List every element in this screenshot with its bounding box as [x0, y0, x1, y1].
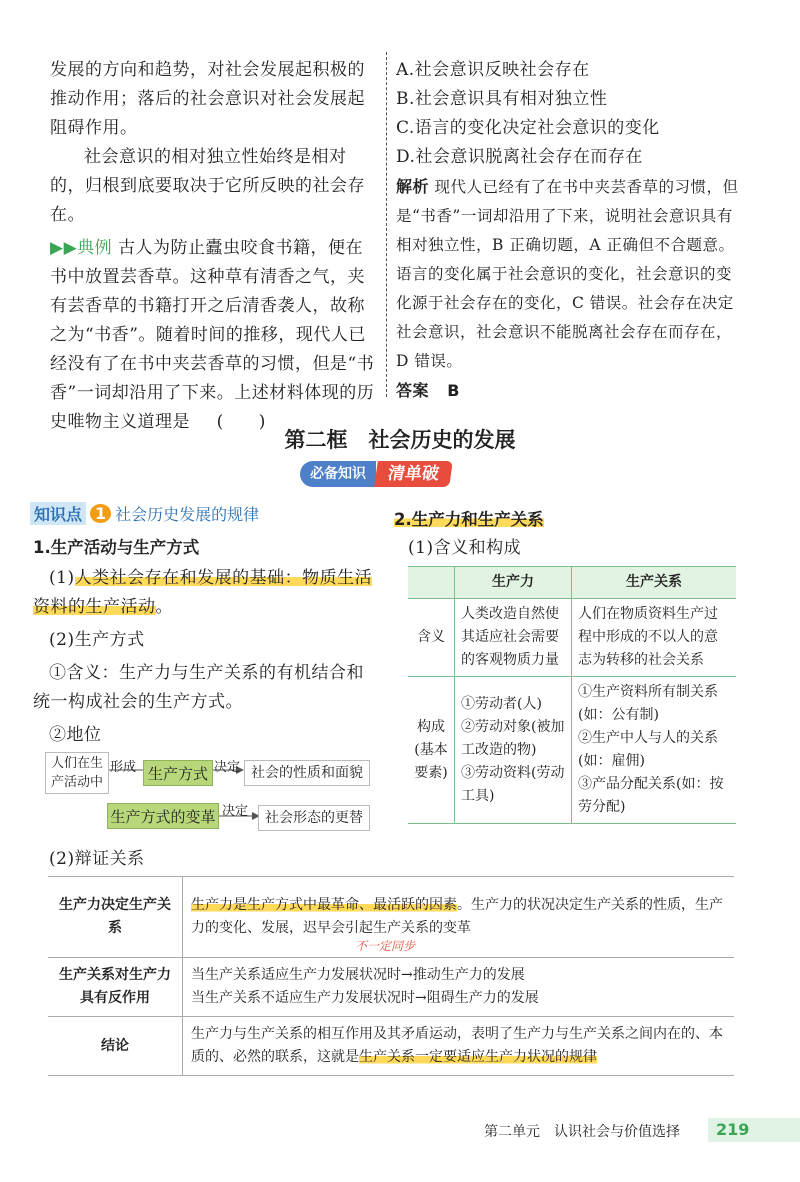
header-productivity: 生产力: [455, 567, 572, 599]
react-line: 当生产关系适应生产力发展状况时→推动生产力的发展: [191, 967, 525, 983]
comp1-item: ③劳动资料(劳动工具): [461, 764, 565, 804]
answer-label: 答案: [396, 381, 430, 400]
kp2-h1: [394, 506, 544, 530]
item1-suffix: 。: [155, 597, 173, 617]
option-b: B.社会意识具有相对独立性: [396, 89, 608, 109]
row-label-decide: 生产力决定生产关系: [48, 877, 183, 958]
cell-composition-1: [455, 677, 572, 824]
example-arrow-icon: ▶▶: [50, 238, 78, 258]
kp-title: 社会历史发展的规律: [115, 505, 260, 524]
comp1-item: ①劳动者(人): [461, 695, 542, 712]
item3-text: (2)辩证关系: [49, 849, 145, 869]
kp1-heading: [30, 502, 259, 525]
kp1-item2a: ①含义：生产力与生产关系的有机结合和统一构成社会的生产方式。: [33, 663, 364, 712]
row1-rest: 。生产力的状况决定生产关系的性质，生产力的变化、发展，迟早会引起生产关系的变革: [191, 897, 723, 936]
handwritten-note: 不一定同步: [355, 939, 416, 953]
row-label-meaning: 含义: [408, 599, 455, 677]
analysis-label: 解析: [396, 177, 430, 196]
column-divider: [386, 52, 387, 397]
conclusion-text: 生产力与生产关系的相互作用及其矛盾运动，表明了生产力与生产关系之间内在的、本质的、必然的联系，这就是: [191, 1026, 723, 1065]
banner-left: 必备知识: [300, 461, 376, 487]
item1-prefix: (1): [49, 568, 75, 588]
row-content-react: [183, 958, 735, 1017]
section-banner: [300, 461, 451, 487]
row-label-conclusion: 结论: [48, 1017, 183, 1076]
answer-paren: ( ): [216, 412, 266, 432]
page-number: 219: [716, 1120, 750, 1139]
table-header-row: [408, 567, 736, 599]
paragraph-1: 发展的方向和趋势，对社会发展起积极的推动作用；落后的社会意识对社会发展起阻碍作用。: [50, 60, 365, 138]
example-tag: 典例: [77, 238, 113, 258]
option-d: D.社会意识脱离社会存在而存在: [396, 147, 643, 167]
analysis: [396, 172, 740, 376]
comp1-item: ②劳动对象(被加工改造的物): [461, 718, 565, 758]
cell-meaning-1: 人类改造自然使其适应社会需要的客观物质力量: [455, 599, 572, 677]
banner-right: 清单破: [374, 461, 453, 487]
table-row: [408, 677, 736, 824]
right-column: [396, 56, 740, 405]
footer-unit: 第二单元 认识社会与价值选择: [484, 1124, 680, 1140]
answer-value: B: [447, 381, 460, 400]
row1-highlight: 生产力是生产方式中最革命、最活跃的因素: [191, 897, 457, 913]
table-row: [48, 958, 734, 1017]
kp2-sub: (1)含义和构成: [408, 538, 522, 558]
comp2-item: ③产品分配关系(如：按劳分配): [578, 776, 724, 815]
answer: [396, 376, 740, 405]
box-society-nature: 社会的性质和面貌: [244, 760, 370, 786]
label-decide-2: 决定: [222, 804, 249, 819]
section-title: 第二框 社会历史的发展: [284, 428, 516, 452]
comp2-item: ②生产中人与人的关系(如：雇佣): [578, 730, 718, 769]
conclusion-highlight: 生产关系一定要适应生产力状况的规律: [359, 1049, 597, 1065]
row-label-react: 生产关系对生产力具有反作用: [48, 958, 183, 1017]
cell-composition-2: [572, 677, 737, 824]
kp1-item2b: ②地位: [49, 725, 102, 745]
kp1-item2: (2)生产方式: [49, 630, 145, 650]
dialectic-table: [48, 876, 734, 1076]
box-social-form: 社会形态的更替: [258, 805, 370, 831]
kp1-item3: [49, 845, 145, 874]
table-row: [408, 599, 736, 677]
row-content-conclusion: [183, 1017, 735, 1076]
analysis-text: 现代人已经有了在书中夹芸香草的习惯，但是“书香”一词却沿用了下来，说明社会意识具有相对独立性，B 正确切题，A 正确但不合题意。语言的变化属于社会意识的变化，社会意识的变化源于社会存在的变化，C 错误。社会存在决定社会意识，社会意识不能脱离社会存在而存在，D 错误。: [396, 178, 739, 370]
header-relations: 生产关系: [572, 567, 737, 599]
kp1-item1: [33, 564, 378, 622]
comp2-item: ①生产资料所有制关系(如：公有制): [578, 684, 718, 723]
kp2-h1-text: 2.生产力和生产关系: [394, 510, 544, 529]
cell-meaning-2: 人们在物质资料生产过程中形成的不以人的意志为转移的社会关系: [572, 599, 737, 677]
item1-highlight: 人类社会存在和发展的基础：物质生活资料的生产活动: [33, 568, 373, 617]
row-content-decide: [183, 877, 735, 958]
table-row: [48, 1017, 734, 1076]
box-production-mode: 生产方式: [143, 760, 213, 786]
table-row: [48, 877, 734, 958]
composition-table: [408, 566, 736, 824]
box-mode-change: 生产方式的变革: [107, 803, 219, 829]
react-line: 当生产关系不适应生产力发展状况时→阻碍生产力的发展: [191, 990, 539, 1006]
box-production-activity: 人们在生产活动中: [45, 752, 109, 794]
row-label-composition: 构成(基本要素): [408, 677, 455, 824]
label-form: 形成: [110, 760, 137, 775]
kp-number: 1: [90, 504, 111, 523]
option-c: C.语言的变化决定社会意识的变化: [396, 118, 660, 138]
example-text: 古人为防止蠹虫咬食书籍，便在书中放置芸香草。这种草有清香之气，夹有芸香草的书籍打开之后清香袭人，故称之为“书香”。随着时间的推移，现代人已经没有了在书中夹芸香草的习惯，但是“书香”一词却沿用了下来。上述材料体现的历史唯物主义道理是: [50, 238, 375, 432]
example-block: [50, 234, 376, 437]
label-decide-1: 决定: [214, 760, 241, 775]
paragraph-2: 社会意识的相对独立性始终是相对的，归根到底要取决于它所反映的社会存在。: [50, 147, 365, 225]
option-a: A.社会意识反映社会存在: [396, 60, 590, 80]
kp-tag: 知识点: [30, 502, 86, 525]
kp1-body: [33, 564, 378, 750]
left-column: [50, 56, 376, 437]
kp1-h1: 1.生产活动与生产方式: [33, 538, 200, 557]
